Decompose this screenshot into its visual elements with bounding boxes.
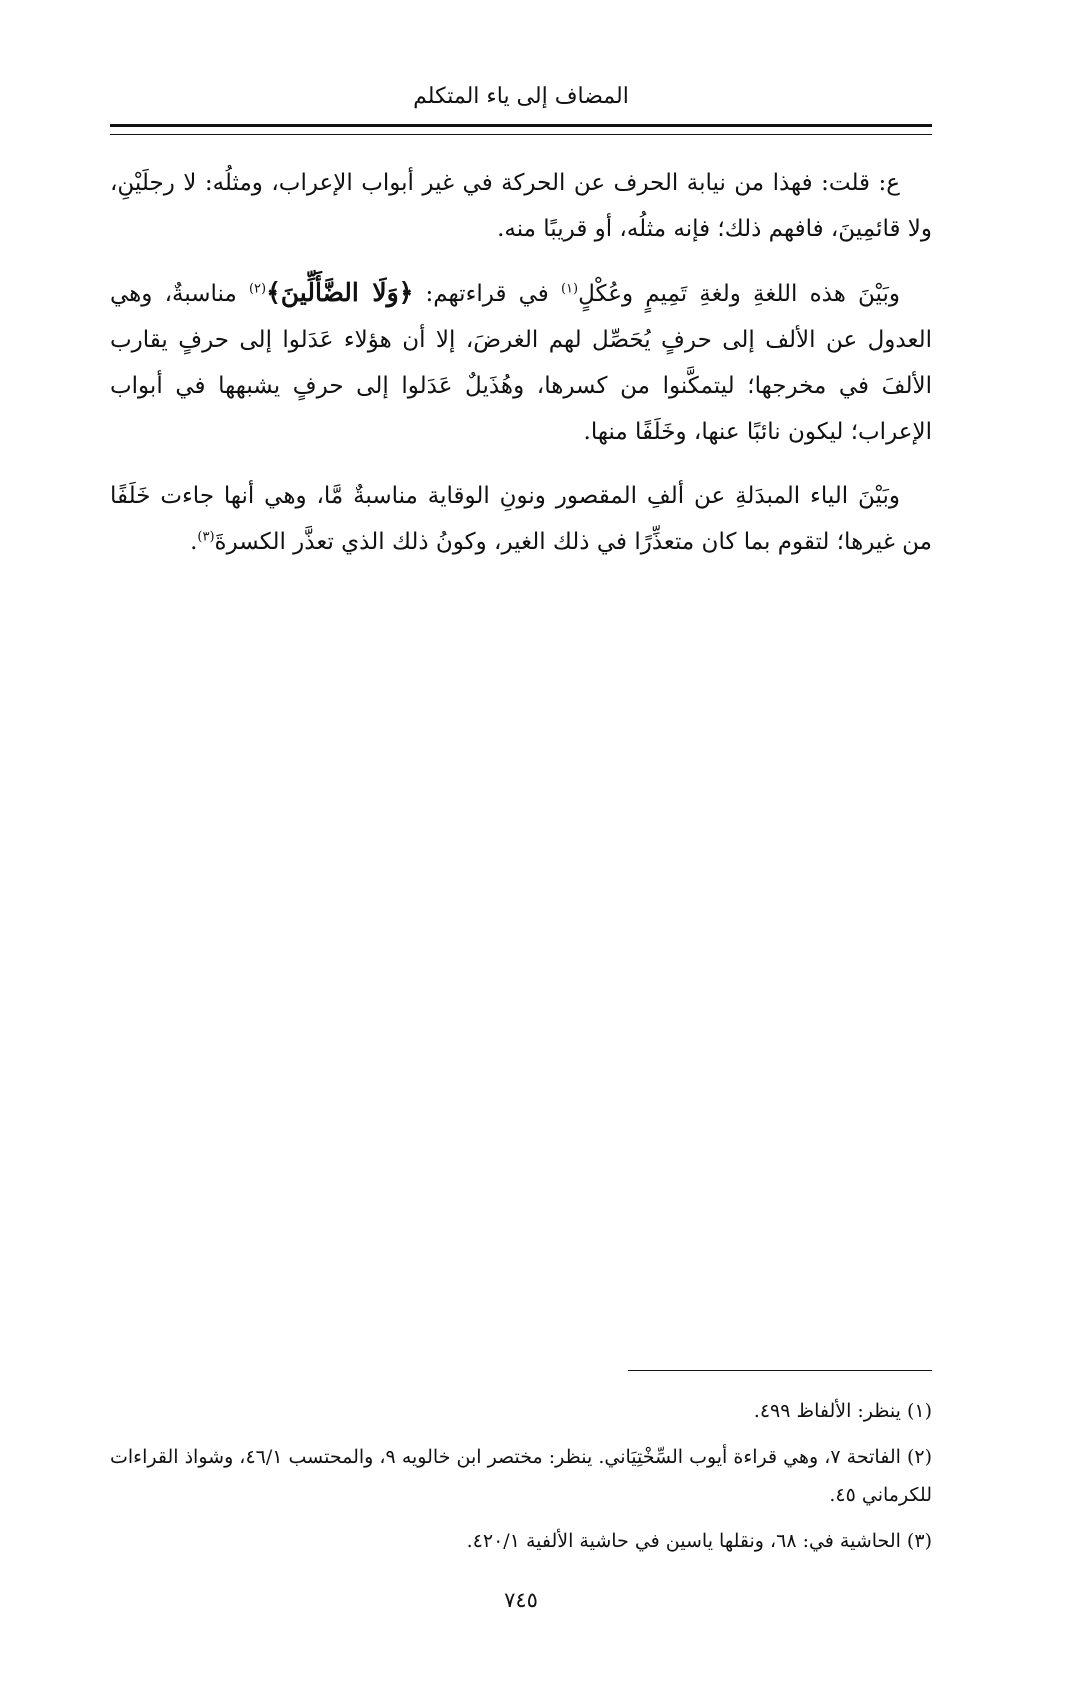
header-rule-thick xyxy=(110,124,932,127)
page-number: ٧٤٥ xyxy=(504,1588,538,1612)
paragraph-3-end: . xyxy=(190,529,198,555)
paragraph-2 xyxy=(110,270,932,455)
quran-verse: ﴿وَلَا الضَّأَلِّينَ﴾ xyxy=(266,278,414,307)
paragraph-1: ع: قلت: فهذا من نيابة الحرف عن الحركة في غير أبواب الإعراب، ومثلُه: لا رجلَيْنِ، ولا قائمِينَ، فافهم ذلك؛ فإنه مثلُه، أو قريبًا منه. xyxy=(110,170,932,242)
footnote-ref-2[interactable]: (٢) xyxy=(248,281,267,297)
footnotes xyxy=(110,1392,932,1568)
header-rule-thin xyxy=(110,134,932,135)
paragraph-2-text-a: وبَيْنَ هذه اللغةِ ولغةِ تَمِيمٍ وعُكْلٍ xyxy=(578,281,900,307)
footnote-2: (٢) الفاتحة ٧، وهي قراءة أيوب السِّخْتِيَاني. ينظر: مختصر ابن خالويه ٩، والمحتسب ٤٦/١، وشواذ القراءات للكرماني ٤٥. xyxy=(110,1446,932,1506)
paragraph-3-text: وبَيْنَ الياء المبدَلةِ عن ألفِ المقصور ونونِ الوقاية مناسبةٌ مَّا، وهي أنها جاءت خَلَفًا من غيرها؛ لتقوم بما كان متعذِّرًا في ذلك الغير، وكونُ ذلك الذي تعذَّر الكسرةَ xyxy=(110,483,932,555)
footnote-ref-3[interactable]: (٣) xyxy=(197,529,215,545)
footnote-3: (٣) الحاشية في: ٦٨، ونقلها ياسين في حاشية الألفية ٤٢٠/١. xyxy=(466,1530,932,1552)
running-header: المضاف إلى ياء المتكلم xyxy=(413,84,629,109)
paragraph-2-text-b: في قراءتهم: xyxy=(413,281,561,307)
footnote-separator xyxy=(628,1370,932,1371)
footnote-ref-1[interactable]: (١) xyxy=(560,281,579,297)
main-text xyxy=(110,160,932,583)
paragraph-2-text-c: مناسبةٌ، وهي العدول عن الألف إلى حرفٍ يُحَصِّل لهم الغرضَ، إلا أن هؤلاء عَدَلوا إلى حرفٍ يقارب الألفَ في مخرجها؛ ليتمكَّنوا من كسرها، وهُذَيلٌ عَدَلوا إلى حرفٍ يشبهها في أبواب الإعراب؛ ليكون نائبًا عنها، وخَلَفًا منها. xyxy=(110,281,932,445)
paragraph-3 xyxy=(110,473,932,565)
footnote-1: (١) ينظر: الألفاظ ٤٩٩. xyxy=(753,1400,932,1422)
